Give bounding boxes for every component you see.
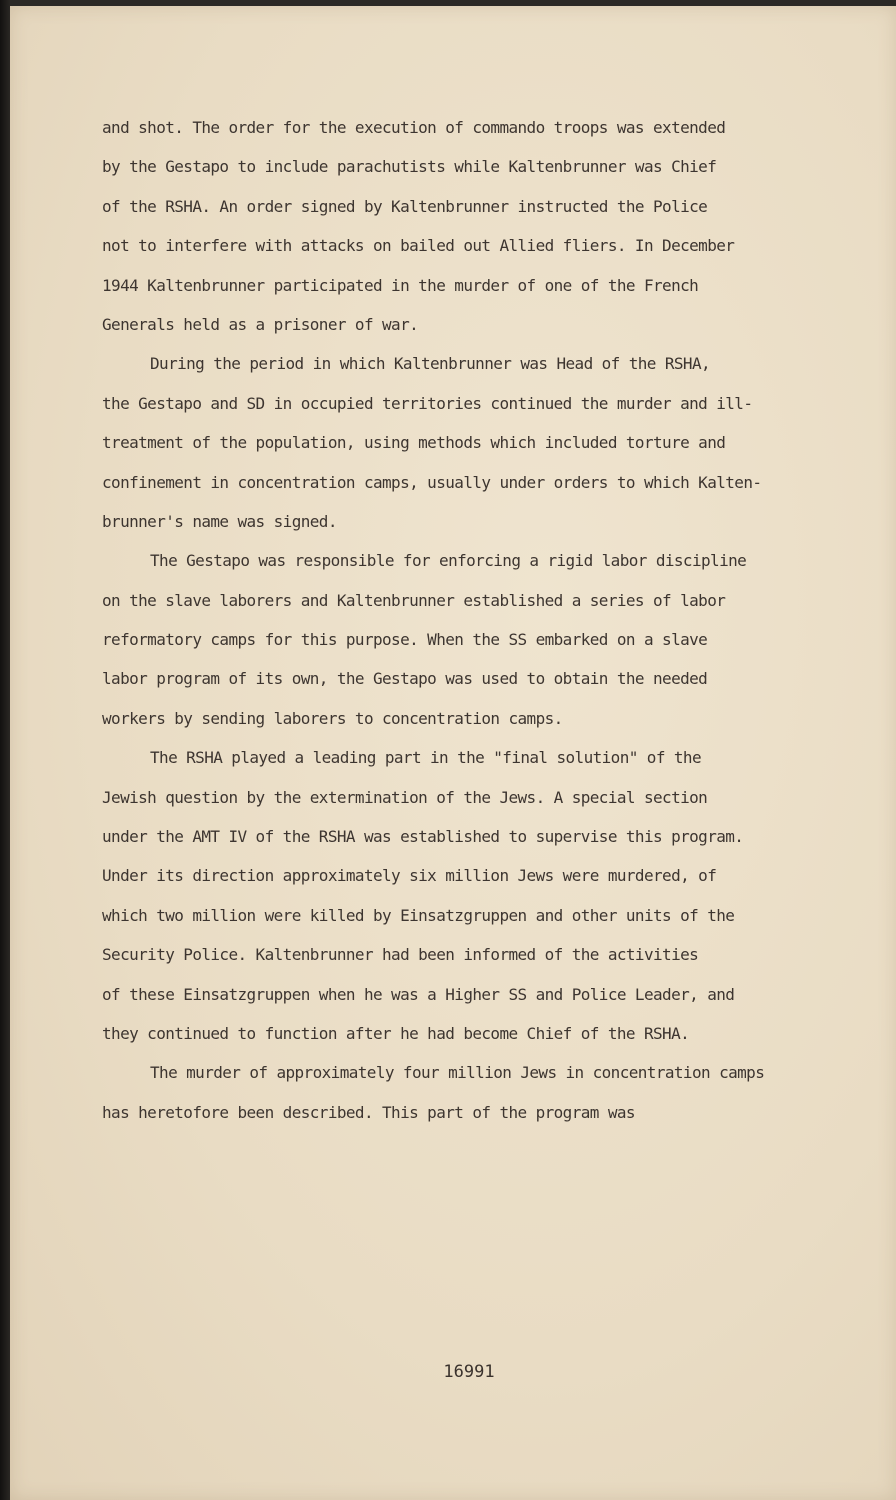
binding-edge <box>0 0 10 1500</box>
paragraph-first-line: The Gestapo was responsible for enforcing a rigid labor discipline <box>150 551 747 571</box>
document-page <box>10 6 896 1500</box>
page-number: 16991 <box>443 1362 495 1382</box>
text-line: on the slave laborers and Kaltenbrunner established a series of labor <box>102 590 726 610</box>
text-line: of these Einsatzgruppen when he was a Higher SS and Police Leader, and <box>102 984 735 1004</box>
text-line: Generals held as a prisoner of war. <box>102 314 419 334</box>
text-line: not to interfere with attacks on bailed out Allied fliers. In December <box>102 236 735 256</box>
text-line: Jewish question by the extermination of the Jews. A special section <box>102 787 708 807</box>
paragraph-first-line: The RSHA played a leading part in the "final solution" of the <box>150 748 702 768</box>
text-line: the Gestapo and SD in occupied territories continued the murder and ill- <box>102 393 753 413</box>
body-text <box>102 108 822 1132</box>
text-line: by the Gestapo to include parachutists while Kaltenbrunner was Chief <box>102 157 717 177</box>
text-line: workers by sending laborers to concentration camps. <box>102 708 563 728</box>
text-line: they continued to function after he had become Chief of the RSHA. <box>102 1023 690 1043</box>
paragraph-first-line: During the period in which Kaltenbrunner was Head of the RSHA, <box>150 354 711 374</box>
text-line: Security Police. Kaltenbrunner had been informed of the activities <box>102 945 699 965</box>
text-line: brunner's name was signed. <box>102 511 337 531</box>
text-line: reformatory camps for this purpose. When the SS embarked on a slave <box>102 630 708 650</box>
text-line: confinement in concentration camps, usually under orders to which Kalten- <box>102 472 762 492</box>
text-line: has heretofore been described. This part of the program was <box>102 1102 635 1122</box>
text-line: Under its direction approximately six million Jews were murdered, of <box>102 866 717 886</box>
text-line: labor program of its own, the Gestapo was used to obtain the needed <box>102 669 708 689</box>
text-line: under the AMT IV of the RSHA was established to supervise this program. <box>102 827 744 847</box>
paragraph-first-line: The murder of approximately four million Jews in concentration camps <box>150 1063 765 1083</box>
text-line: 1944 Kaltenbrunner participated in the murder of one of the French <box>102 275 699 295</box>
text-line: of the RSHA. An order signed by Kaltenbrunner instructed the Police <box>102 196 708 216</box>
text-line: treatment of the population, using methods which included torture and <box>102 433 726 453</box>
text-line: which two million were killed by Einsatzgruppen and other units of the <box>102 905 735 925</box>
text-line: and shot. The order for the execution of commando troops was extended <box>102 118 726 137</box>
